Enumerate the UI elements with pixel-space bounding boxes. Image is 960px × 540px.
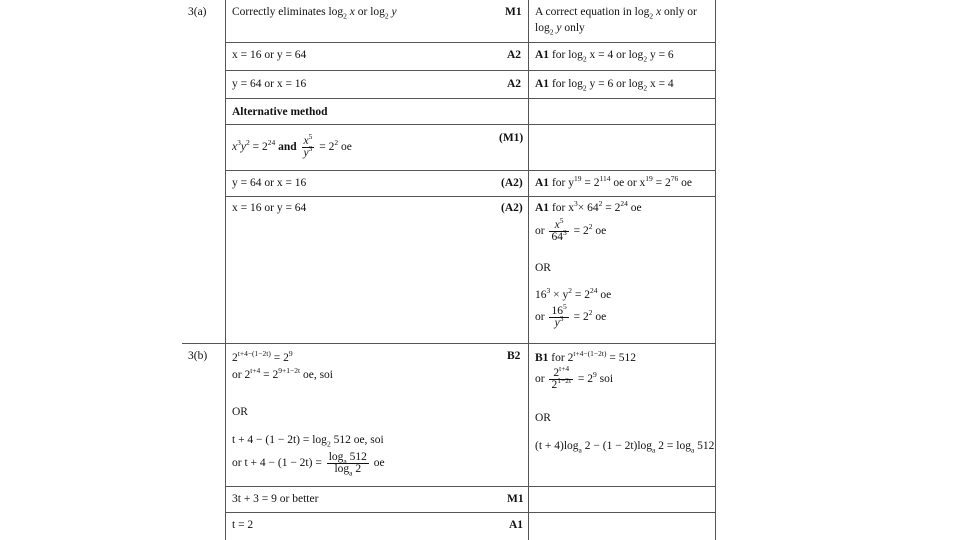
mark-cell: (M1) (499, 132, 524, 144)
row-divider (225, 42, 715, 43)
mark-cell: A2 (507, 78, 522, 90)
or-separator: OR (535, 262, 551, 274)
answer-cell: x = 16 or y = 64 (232, 202, 307, 214)
row-divider (225, 486, 715, 487)
mark-cell: A1 (509, 519, 524, 531)
guidance-cell: or $\frac{2^{t+4}}{2^{1-2t}}$ = $2^9$ soi (535, 364, 614, 391)
guidance-cell: $\log_2 y$ only (535, 22, 585, 37)
guidance-cell: $(t + 4)\log_a$ $2 - (1 - 2t)\log_a$ $2 = \log_a 512$ (535, 440, 715, 455)
guidance-cell: or $\frac{16^5}{y^3}$ = $2^2$ oe (535, 302, 607, 329)
column-divider (528, 0, 529, 540)
row-divider (225, 98, 715, 99)
row-divider (225, 196, 715, 197)
row-divider (182, 343, 715, 344)
answer-cell: or $2^{t+4} = 2^{9+1-2t}$ oe, soi (232, 366, 333, 381)
mark-cell: B2 (507, 350, 521, 362)
question-label: 3(a) (188, 6, 207, 18)
answer-cell: $x^3y^2 = 2^{24}$ and $\frac{x^5}{y^3}$ = $2^2$ oe (232, 132, 352, 159)
answer-cell: y = 64 or x = 16 (232, 177, 307, 189)
mark-cell: (A2) (501, 177, 523, 189)
row-divider (225, 170, 715, 171)
answer-cell: y = 64 or x = 16 (232, 78, 307, 90)
guidance-cell: A1 for $y^{19} = 2^{114}$ oe or $x^{19} = 2^{76}$ oe (535, 174, 693, 189)
guidance-cell: or $\frac{x^5}{64^3}$ = $2^2$ oe (535, 216, 607, 243)
mark-cell: A2 (507, 49, 522, 61)
answer-cell: $t + 4 - (1 - 2t) = \log_2 512$ oe, soi (232, 434, 384, 449)
guidance-cell: A correct equation in $\log_2 x$ only or (535, 6, 697, 21)
row-divider (225, 70, 715, 71)
guidance-cell: A1 for $\log_2 x = 4$ or $\log_2 y = 6$ (535, 49, 674, 64)
answer-cell: x = 16 or y = 64 (232, 49, 307, 61)
mark-cell: M1 (505, 6, 522, 18)
alternative-method-heading: Alternative method (232, 106, 328, 118)
row-divider (225, 512, 715, 513)
row-divider (225, 124, 715, 125)
question-label: 3(b) (188, 350, 208, 362)
mark-cell: M1 (507, 493, 524, 505)
answer-cell: or t + 4 − (1 − 2t) = $\frac{\log_a 512}{\log_a 2}$ oe (232, 450, 385, 478)
mark-cell: (A2) (501, 202, 523, 214)
guidance-cell: A1 for $\log_2 y = 6$ or $\log_2 x = 4$ (535, 78, 674, 93)
column-divider (225, 0, 226, 540)
answer-cell: Correctly eliminates $\log_2 x$ or $\log_2 y$ (232, 6, 397, 21)
answer-cell: $2^{t+4-(1-2t)} = 2^9$ (232, 349, 293, 364)
answer-cell: t = 2 (232, 519, 254, 531)
column-divider (715, 0, 716, 540)
or-separator: OR (535, 412, 551, 424)
guidance-cell: B1 for $2^{t+4-(1-2t)} = 512$ (535, 349, 636, 364)
answer-cell: 3t + 3 = 9 or better (232, 493, 319, 505)
guidance-cell: $16^3 \times y^2 = 2^{24}$ oe (535, 286, 612, 301)
guidance-cell: A1 for $x^3\times 64^2 = 2^{24}$ oe (535, 199, 642, 214)
or-separator: OR (232, 406, 248, 418)
